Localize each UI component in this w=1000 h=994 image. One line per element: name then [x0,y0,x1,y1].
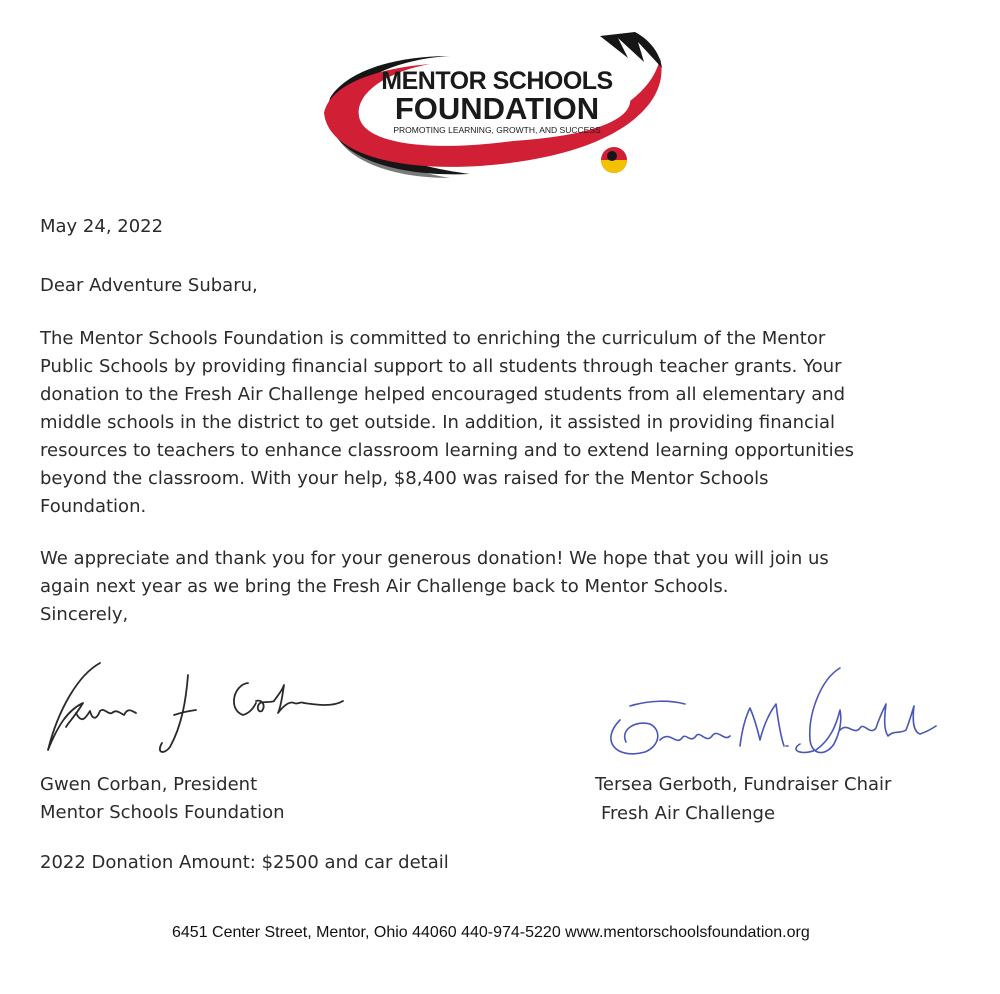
paragraph-line: The Mentor Schools Foundation is committed to enriching the curriculum of the Mentor [40,328,826,349]
left-signatory-name: Gwen Corban, President [40,774,258,795]
paragraph-line: Public Schools by providing financial support to all students through teacher grants. Your [40,356,842,377]
paragraph-line: We appreciate and thank you for your generous donation! We hope that you will join us [40,548,829,569]
signature-gwen-corban [38,655,358,769]
donation-amount: 2022 Donation Amount: $2500 and car detail [40,852,449,873]
body-paragraph-2 [40,545,920,629]
logo-text [372,68,622,136]
logo-flame-tips [600,32,662,68]
paragraph-line: resources to teachers to enhance classroom learning and to extend learning opportunities [40,440,855,461]
paragraph-line: Foundation. [40,496,147,517]
logo-name-line1: MENTOR SCHOOLS [381,67,613,95]
right-signatory-name: Tersea Gerboth, Fundraiser Chair [595,774,892,795]
closing: Sincerely, [40,604,129,625]
body-paragraph-1 [40,325,920,521]
letter-date: May 24, 2022 [40,216,164,237]
signature-tersea-gerboth [590,660,950,774]
logo-name-line2: FOUNDATION [394,91,600,126]
logo-tagline: PROMOTING LEARNING, GROWTH, AND SUCCESS [393,125,601,135]
left-signatory-org: Mentor Schools Foundation [40,802,285,823]
paragraph-line: again next year as we bring the Fresh Air Challenge back to Mentor Schools. [40,576,729,597]
footer-contact: 6451 Center Street, Mentor, Ohio 44060 440-974-5220 www.mentorschoolsfoundation.org [172,924,810,941]
salutation: Dear Adventure Subaru, [40,275,258,296]
paragraph-line: beyond the classroom. With your help, $8,400 was raised for the Mentor Schools [40,468,769,489]
logo-sun-icon [601,147,627,173]
right-signatory-org: Fresh Air Challenge [601,803,776,824]
paragraph-line: donation to the Fresh Air Challenge helped encouraged students from all elementary and [40,384,846,405]
foundation-logo [300,28,700,188]
paragraph-line: middle schools in the district to get outside. In addition, it assisted in providing financial [40,412,835,433]
